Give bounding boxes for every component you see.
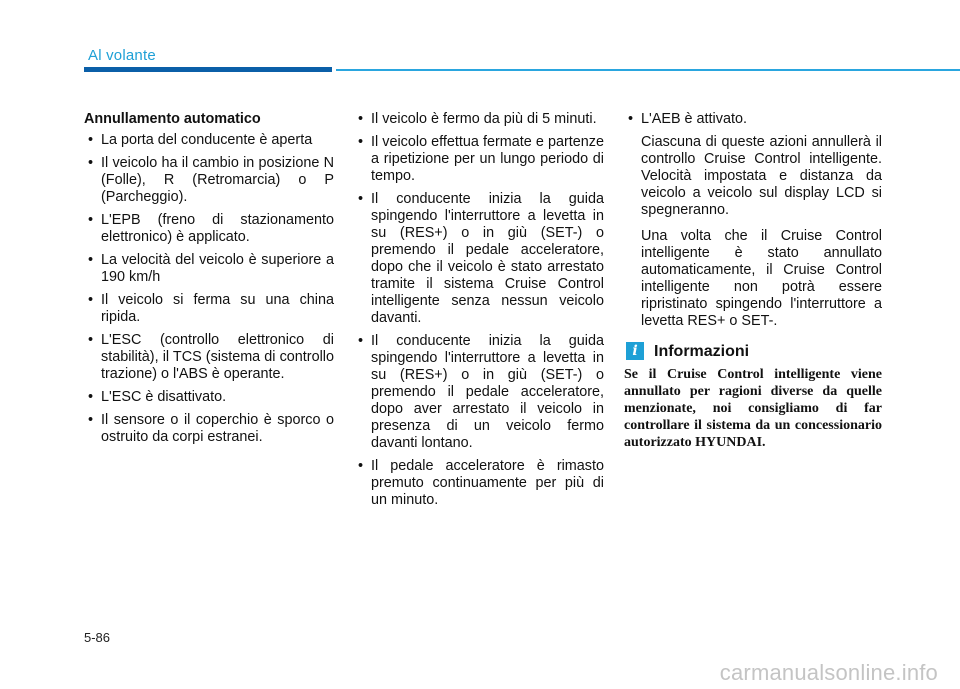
list-item: • Il pedale acceleratore è rimasto premuto continuamente per più di un minuto. — [354, 458, 604, 509]
list-item: • La porta del conducente è aperta — [84, 132, 334, 149]
info-body: Se il Cruise Control intelligente viene annullato per ragioni diverse da quelle menzionate, noi consigliamo di far controllare il sistema da un concessionario autorizzato HYUNDAI. — [624, 367, 882, 450]
list-item: • L'ESC è disattivato. — [84, 389, 334, 406]
list-item: • L'ESC (controllo elettronico di stabilità), il TCS (sistema di controllo trazione) o l'ABS è operante. — [84, 332, 334, 383]
cancel-conditions-list-3 — [624, 111, 882, 128]
watermark: carmanualsonline.info — [719, 660, 938, 685]
list-item: • Il veicolo ha il cambio in posizione N (Folle), R (Retromarcia) o P (Parcheggio). — [84, 155, 334, 206]
list-item: • L'AEB è attivato. — [624, 111, 882, 128]
column-1 — [84, 111, 334, 452]
list-item: • Il sensore o il coperchio è sporco o ostruito da corpi estranei. — [84, 412, 334, 446]
paragraph-cancel-effect: Ciascuna di queste azioni annullerà il controllo Cruise Control intelligente. Velocità impostata e distanza da veicolo a veicolo sul display LCD si spegneranno. — [641, 134, 882, 218]
list-item: • L'EPB (freno di stazionamento elettronico) è applicato. — [84, 212, 334, 246]
info-icon: i — [626, 342, 644, 360]
list-item: • Il veicolo è fermo da più di 5 minuti. — [354, 111, 604, 128]
page-number: 5-86 — [84, 630, 111, 645]
list-item: • Il veicolo effettua fermate e partenze a ripetizione per un lungo periodo di tempo. — [354, 134, 604, 185]
column-3 — [624, 111, 882, 451]
cancel-conditions-list-2 — [354, 111, 604, 509]
header-rule-light — [336, 69, 960, 71]
section-title: Al volante — [88, 47, 156, 64]
info-title: Informazioni — [654, 342, 750, 360]
cancel-heading: Annullamento automatico — [84, 111, 261, 127]
header-rule-dark — [84, 67, 332, 72]
list-item: • Il veicolo si ferma su una china ripida. — [84, 292, 334, 326]
list-item: • La velocità del veicolo è superiore a 190 km/h — [84, 252, 334, 286]
info-heading — [624, 342, 882, 360]
column-2 — [354, 111, 604, 515]
list-item: • Il conducente inizia la guida spingendo l'interruttore a levetta in su (RES+) o in giù (SET-) o premendo il pedale acceleratore, dopo che il veicolo è stato arrestato tramite il sistema Cruise Control intelligente senza nessun veicolo davanti. — [354, 191, 604, 327]
cancel-conditions-list — [84, 132, 334, 446]
list-item: • Il conducente inizia la guida spingendo l'interruttore a levetta in su (RES+) o in giù (SET-) o premendo il pedale acceleratore, dopo aver arrestato il veicolo in presenza di un veicolo fermo davanti lontano. — [354, 333, 604, 452]
paragraph-restore-note: Una volta che il Cruise Control intelligente è stato annullato automaticamente, il Cruise Control intelligente non potrà essere ripristinato spingendo l'interruttore a levetta RES+ o SET-. — [641, 228, 882, 329]
